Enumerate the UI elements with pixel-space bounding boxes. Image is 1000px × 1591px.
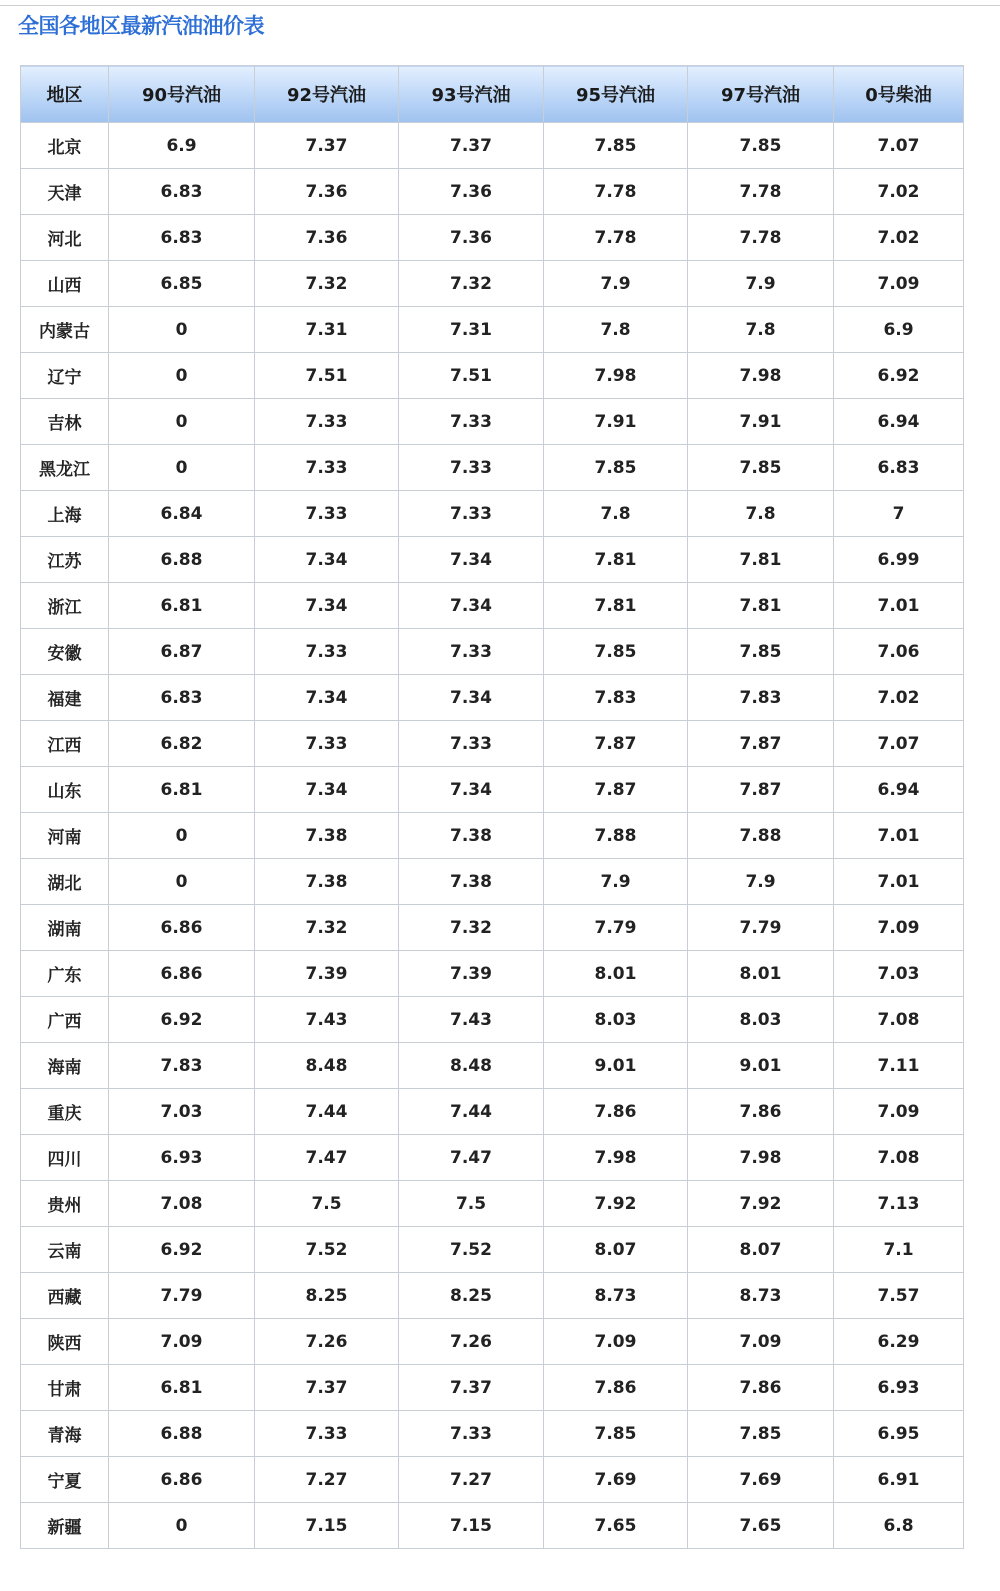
price-97-cell: 8.01	[688, 951, 834, 997]
table-row	[21, 767, 964, 813]
price-95-cell: 7.81	[544, 537, 688, 583]
header-92-gasoline: 92号汽油	[255, 66, 399, 123]
price-92-cell: 7.47	[255, 1135, 399, 1181]
price-93-cell: 7.33	[399, 629, 544, 675]
price-93-cell: 7.52	[399, 1227, 544, 1273]
price-90-cell: 7.79	[109, 1273, 255, 1319]
header-region: 地区	[21, 66, 109, 123]
price-90-cell: 6.86	[109, 951, 255, 997]
price-92-cell: 7.27	[255, 1457, 399, 1503]
price-diesel-cell: 7.11	[834, 1043, 964, 1089]
region-cell: 山西	[21, 261, 109, 307]
price-93-cell: 7.33	[399, 445, 544, 491]
price-92-cell: 7.34	[255, 675, 399, 721]
price-92-cell: 7.51	[255, 353, 399, 399]
table-row	[21, 721, 964, 767]
table-row	[21, 905, 964, 951]
price-90-cell: 6.83	[109, 675, 255, 721]
price-97-cell: 7.92	[688, 1181, 834, 1227]
price-95-cell: 8.03	[544, 997, 688, 1043]
region-cell: 江西	[21, 721, 109, 767]
price-diesel-cell: 6.94	[834, 399, 964, 445]
price-93-cell: 7.33	[399, 1411, 544, 1457]
price-diesel-cell: 6.9	[834, 307, 964, 353]
header-row	[21, 66, 964, 123]
price-97-cell: 7.85	[688, 123, 834, 169]
price-95-cell: 7.83	[544, 675, 688, 721]
region-cell: 浙江	[21, 583, 109, 629]
price-93-cell: 8.48	[399, 1043, 544, 1089]
price-97-cell: 7.86	[688, 1365, 834, 1411]
price-92-cell: 7.15	[255, 1503, 399, 1549]
price-93-cell: 7.33	[399, 491, 544, 537]
region-cell: 吉林	[21, 399, 109, 445]
table-row	[21, 399, 964, 445]
price-90-cell: 6.84	[109, 491, 255, 537]
price-92-cell: 7.26	[255, 1319, 399, 1365]
price-93-cell: 7.34	[399, 583, 544, 629]
table-row	[21, 1135, 964, 1181]
price-95-cell: 7.9	[544, 859, 688, 905]
table-row	[21, 997, 964, 1043]
price-93-cell: 7.26	[399, 1319, 544, 1365]
price-95-cell: 7.86	[544, 1365, 688, 1411]
price-diesel-cell: 7.08	[834, 1135, 964, 1181]
price-diesel-cell: 7.02	[834, 169, 964, 215]
region-cell: 贵州	[21, 1181, 109, 1227]
table-row	[21, 951, 964, 997]
price-diesel-cell: 7.09	[834, 905, 964, 951]
price-90-cell: 6.9	[109, 123, 255, 169]
region-cell: 新疆	[21, 1503, 109, 1549]
price-diesel-cell: 6.99	[834, 537, 964, 583]
region-cell: 四川	[21, 1135, 109, 1181]
header-97-gasoline: 97号汽油	[688, 66, 834, 123]
table-row	[21, 1365, 964, 1411]
price-92-cell: 7.39	[255, 951, 399, 997]
table-row	[21, 1457, 964, 1503]
oil-price-table	[20, 65, 964, 1549]
price-93-cell: 7.44	[399, 1089, 544, 1135]
price-97-cell: 7.79	[688, 905, 834, 951]
table-row	[21, 1043, 964, 1089]
price-97-cell: 7.09	[688, 1319, 834, 1365]
header-95-gasoline: 95号汽油	[544, 66, 688, 123]
table-row	[21, 1411, 964, 1457]
price-93-cell: 7.32	[399, 905, 544, 951]
price-95-cell: 8.73	[544, 1273, 688, 1319]
price-diesel-cell: 7	[834, 491, 964, 537]
price-90-cell: 6.83	[109, 215, 255, 261]
price-93-cell: 7.37	[399, 123, 544, 169]
price-92-cell: 7.33	[255, 721, 399, 767]
price-92-cell: 7.33	[255, 399, 399, 445]
price-93-cell: 7.34	[399, 675, 544, 721]
price-diesel-cell: 7.13	[834, 1181, 964, 1227]
price-93-cell: 7.36	[399, 169, 544, 215]
price-92-cell: 7.44	[255, 1089, 399, 1135]
price-diesel-cell: 6.8	[834, 1503, 964, 1549]
price-95-cell: 7.8	[544, 307, 688, 353]
price-diesel-cell: 6.92	[834, 353, 964, 399]
region-cell: 广西	[21, 997, 109, 1043]
price-93-cell: 7.33	[399, 399, 544, 445]
price-90-cell: 0	[109, 813, 255, 859]
price-97-cell: 7.65	[688, 1503, 834, 1549]
table-row	[21, 1181, 964, 1227]
price-90-cell: 6.81	[109, 583, 255, 629]
price-93-cell: 7.38	[399, 859, 544, 905]
price-97-cell: 7.78	[688, 215, 834, 261]
price-97-cell: 7.87	[688, 767, 834, 813]
price-diesel-cell: 6.95	[834, 1411, 964, 1457]
price-diesel-cell: 7.09	[834, 261, 964, 307]
price-diesel-cell: 7.01	[834, 859, 964, 905]
price-90-cell: 7.03	[109, 1089, 255, 1135]
price-92-cell: 7.34	[255, 583, 399, 629]
price-95-cell: 7.92	[544, 1181, 688, 1227]
price-97-cell: 7.78	[688, 169, 834, 215]
price-93-cell: 7.33	[399, 721, 544, 767]
price-97-cell: 8.73	[688, 1273, 834, 1319]
price-diesel-cell: 7.01	[834, 583, 964, 629]
price-93-cell: 7.34	[399, 767, 544, 813]
price-90-cell: 6.93	[109, 1135, 255, 1181]
price-95-cell: 7.69	[544, 1457, 688, 1503]
region-cell: 广东	[21, 951, 109, 997]
region-cell: 山东	[21, 767, 109, 813]
price-97-cell: 7.88	[688, 813, 834, 859]
table-row	[21, 1319, 964, 1365]
price-92-cell: 7.43	[255, 997, 399, 1043]
price-95-cell: 7.98	[544, 353, 688, 399]
price-90-cell: 0	[109, 399, 255, 445]
table-row	[21, 813, 964, 859]
table-row	[21, 1227, 964, 1273]
price-diesel-cell: 7.09	[834, 1089, 964, 1135]
price-97-cell: 7.69	[688, 1457, 834, 1503]
price-90-cell: 6.81	[109, 767, 255, 813]
price-95-cell: 7.9	[544, 261, 688, 307]
table-row	[21, 307, 964, 353]
price-95-cell: 7.88	[544, 813, 688, 859]
price-95-cell: 7.8	[544, 491, 688, 537]
price-92-cell: 7.34	[255, 537, 399, 583]
price-97-cell: 7.8	[688, 491, 834, 537]
table-row	[21, 629, 964, 675]
price-90-cell: 0	[109, 859, 255, 905]
price-92-cell: 7.33	[255, 1411, 399, 1457]
table-row	[21, 169, 964, 215]
price-90-cell: 6.82	[109, 721, 255, 767]
table-row	[21, 353, 964, 399]
price-92-cell: 7.38	[255, 813, 399, 859]
table-row	[21, 123, 964, 169]
price-97-cell: 8.07	[688, 1227, 834, 1273]
region-cell: 青海	[21, 1411, 109, 1457]
price-92-cell: 8.25	[255, 1273, 399, 1319]
table-row	[21, 1089, 964, 1135]
price-93-cell: 7.15	[399, 1503, 544, 1549]
price-95-cell: 7.86	[544, 1089, 688, 1135]
price-97-cell: 9.01	[688, 1043, 834, 1089]
price-97-cell: 7.8	[688, 307, 834, 353]
price-90-cell: 6.87	[109, 629, 255, 675]
price-90-cell: 7.83	[109, 1043, 255, 1089]
price-90-cell: 6.88	[109, 537, 255, 583]
price-93-cell: 7.39	[399, 951, 544, 997]
price-95-cell: 7.81	[544, 583, 688, 629]
price-90-cell: 6.81	[109, 1365, 255, 1411]
header-90-gasoline: 90号汽油	[109, 66, 255, 123]
price-97-cell: 7.85	[688, 1411, 834, 1457]
region-cell: 陕西	[21, 1319, 109, 1365]
region-cell: 湖北	[21, 859, 109, 905]
region-cell: 河北	[21, 215, 109, 261]
price-90-cell: 6.83	[109, 169, 255, 215]
price-90-cell: 6.86	[109, 1457, 255, 1503]
price-97-cell: 7.98	[688, 353, 834, 399]
price-92-cell: 7.33	[255, 491, 399, 537]
table-row	[21, 537, 964, 583]
price-diesel-cell: 6.29	[834, 1319, 964, 1365]
region-cell: 宁夏	[21, 1457, 109, 1503]
price-93-cell: 7.37	[399, 1365, 544, 1411]
price-92-cell: 7.33	[255, 629, 399, 675]
price-diesel-cell: 6.94	[834, 767, 964, 813]
price-90-cell: 6.88	[109, 1411, 255, 1457]
price-97-cell: 7.98	[688, 1135, 834, 1181]
price-90-cell: 0	[109, 445, 255, 491]
price-95-cell: 7.87	[544, 721, 688, 767]
price-97-cell: 8.03	[688, 997, 834, 1043]
price-93-cell: 7.43	[399, 997, 544, 1043]
table-row	[21, 215, 964, 261]
region-cell: 西藏	[21, 1273, 109, 1319]
price-diesel-cell: 7.02	[834, 675, 964, 721]
region-cell: 辽宁	[21, 353, 109, 399]
price-93-cell: 7.5	[399, 1181, 544, 1227]
table-row	[21, 675, 964, 721]
header-0-diesel: 0号柴油	[834, 66, 964, 123]
price-90-cell: 6.92	[109, 1227, 255, 1273]
table-header	[21, 66, 964, 123]
region-cell: 天津	[21, 169, 109, 215]
region-cell: 上海	[21, 491, 109, 537]
price-95-cell: 7.09	[544, 1319, 688, 1365]
price-90-cell: 7.08	[109, 1181, 255, 1227]
price-90-cell: 0	[109, 1503, 255, 1549]
table-row	[21, 445, 964, 491]
table-row	[21, 583, 964, 629]
price-92-cell: 7.5	[255, 1181, 399, 1227]
price-diesel-cell: 7.08	[834, 997, 964, 1043]
region-cell: 福建	[21, 675, 109, 721]
price-92-cell: 7.31	[255, 307, 399, 353]
region-cell: 云南	[21, 1227, 109, 1273]
top-divider	[0, 5, 1000, 6]
price-diesel-cell: 7.02	[834, 215, 964, 261]
table-row	[21, 859, 964, 905]
price-92-cell: 8.48	[255, 1043, 399, 1089]
region-cell: 江苏	[21, 537, 109, 583]
price-95-cell: 7.78	[544, 215, 688, 261]
price-95-cell: 7.91	[544, 399, 688, 445]
price-93-cell: 7.51	[399, 353, 544, 399]
price-93-cell: 7.38	[399, 813, 544, 859]
header-93-gasoline: 93号汽油	[399, 66, 544, 123]
region-cell: 重庆	[21, 1089, 109, 1135]
price-93-cell: 7.31	[399, 307, 544, 353]
price-90-cell: 6.85	[109, 261, 255, 307]
price-95-cell: 7.98	[544, 1135, 688, 1181]
price-97-cell: 7.81	[688, 583, 834, 629]
price-92-cell: 7.32	[255, 261, 399, 307]
price-97-cell: 7.9	[688, 859, 834, 905]
price-90-cell: 7.09	[109, 1319, 255, 1365]
price-92-cell: 7.32	[255, 905, 399, 951]
price-97-cell: 7.85	[688, 629, 834, 675]
price-92-cell: 7.38	[255, 859, 399, 905]
price-92-cell: 7.37	[255, 123, 399, 169]
price-97-cell: 7.83	[688, 675, 834, 721]
price-95-cell: 7.87	[544, 767, 688, 813]
price-diesel-cell: 7.01	[834, 813, 964, 859]
price-95-cell: 7.85	[544, 629, 688, 675]
price-95-cell: 7.85	[544, 445, 688, 491]
price-93-cell: 7.36	[399, 215, 544, 261]
price-93-cell: 7.34	[399, 537, 544, 583]
price-93-cell: 7.47	[399, 1135, 544, 1181]
region-cell: 河南	[21, 813, 109, 859]
table-body	[21, 123, 964, 1549]
table-row	[21, 1503, 964, 1549]
table-row	[21, 1273, 964, 1319]
table-row	[21, 261, 964, 307]
price-diesel-cell: 6.83	[834, 445, 964, 491]
region-cell: 内蒙古	[21, 307, 109, 353]
price-93-cell: 7.32	[399, 261, 544, 307]
price-92-cell: 7.34	[255, 767, 399, 813]
price-92-cell: 7.36	[255, 215, 399, 261]
price-97-cell: 7.91	[688, 399, 834, 445]
price-95-cell: 7.85	[544, 1411, 688, 1457]
price-97-cell: 7.9	[688, 261, 834, 307]
price-95-cell: 8.07	[544, 1227, 688, 1273]
price-95-cell: 8.01	[544, 951, 688, 997]
price-diesel-cell: 7.06	[834, 629, 964, 675]
page-title: 全国各地区最新汽油油价表	[18, 14, 264, 38]
price-diesel-cell: 7.03	[834, 951, 964, 997]
price-90-cell: 6.86	[109, 905, 255, 951]
region-cell: 湖南	[21, 905, 109, 951]
price-93-cell: 7.27	[399, 1457, 544, 1503]
price-92-cell: 7.33	[255, 445, 399, 491]
price-95-cell: 7.79	[544, 905, 688, 951]
price-diesel-cell: 7.57	[834, 1273, 964, 1319]
price-diesel-cell: 7.1	[834, 1227, 964, 1273]
price-97-cell: 7.86	[688, 1089, 834, 1135]
region-cell: 海南	[21, 1043, 109, 1089]
price-90-cell: 0	[109, 307, 255, 353]
region-cell: 黑龙江	[21, 445, 109, 491]
oil-price-table-container	[20, 65, 963, 1549]
region-cell: 安徽	[21, 629, 109, 675]
price-diesel-cell: 7.07	[834, 721, 964, 767]
price-97-cell: 7.87	[688, 721, 834, 767]
price-95-cell: 7.85	[544, 123, 688, 169]
region-cell: 甘肃	[21, 1365, 109, 1411]
price-90-cell: 0	[109, 353, 255, 399]
price-diesel-cell: 6.93	[834, 1365, 964, 1411]
price-97-cell: 7.85	[688, 445, 834, 491]
price-95-cell: 7.65	[544, 1503, 688, 1549]
price-93-cell: 8.25	[399, 1273, 544, 1319]
price-95-cell: 9.01	[544, 1043, 688, 1089]
price-92-cell: 7.52	[255, 1227, 399, 1273]
price-95-cell: 7.78	[544, 169, 688, 215]
price-diesel-cell: 6.91	[834, 1457, 964, 1503]
table-row	[21, 491, 964, 537]
price-diesel-cell: 7.07	[834, 123, 964, 169]
price-90-cell: 6.92	[109, 997, 255, 1043]
region-cell: 北京	[21, 123, 109, 169]
price-92-cell: 7.37	[255, 1365, 399, 1411]
price-92-cell: 7.36	[255, 169, 399, 215]
price-97-cell: 7.81	[688, 537, 834, 583]
